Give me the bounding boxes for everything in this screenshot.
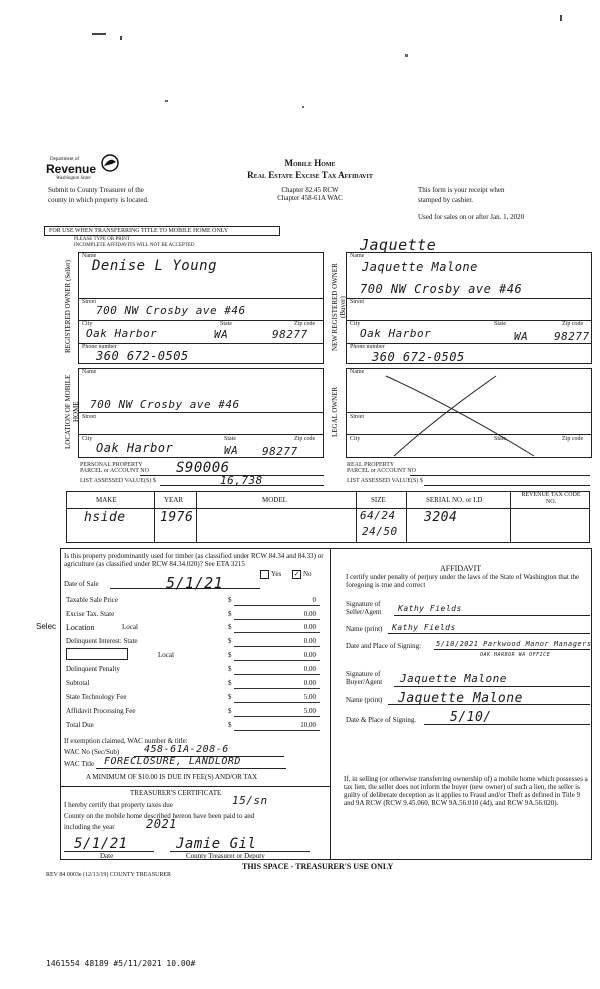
chapter-2: Chapter 458-61A WAC	[277, 194, 343, 202]
buyer-signature: Jaquette Malone	[400, 672, 507, 685]
buyer-state: WA	[514, 330, 529, 343]
buyer-city-label: City	[350, 321, 361, 327]
home-serial: 3204	[424, 510, 458, 525]
fee-value: 0.00	[303, 665, 316, 673]
buyer-name-label: Name	[350, 253, 365, 259]
rule	[346, 298, 592, 299]
rule	[78, 412, 324, 413]
fee-label: Affidavit Processing Fee	[66, 707, 136, 715]
tax-lien-warning: If, in selling (or otherwise transferring ownership of) a mobile home which possesses a tax lien, the seller does not inform the buyer (new owner) of such a lien, the seller is guilty of deliberate deception as it applies to Fraud and/or Theft as defined in Title 9 and 9A RCW (RCW 9.45.060, RCW 9A.56.010 (4d), and RCW 9A.56.020).	[344, 775, 588, 807]
rule	[346, 320, 592, 321]
treasurer-date-label: Date	[100, 852, 114, 860]
real-parcel-label: PARCEL or ACCOUNT NO	[347, 468, 416, 474]
location-label: LOCATION OF MOBILE HOME	[64, 374, 80, 450]
location-street-label: Street	[82, 414, 96, 420]
fee-row	[66, 693, 324, 704]
dept-line1: Department of	[50, 157, 80, 162]
scan-speck	[560, 15, 562, 21]
legal-owner-label: LEGAL OWNER	[331, 386, 339, 438]
yes-label: Yes	[271, 570, 282, 578]
treasurer-sig-label: County Treasurer or Deputy	[186, 852, 265, 860]
seller-name-label: Name	[82, 253, 97, 259]
personal-property-label: PERSONAL PROPERTY	[80, 462, 143, 468]
rule	[110, 588, 260, 589]
legal-state-label: State	[494, 436, 506, 442]
treasurer-date: 5/1/21	[74, 836, 128, 852]
rule	[60, 786, 330, 787]
revenue-tax-code-header: REVENUE TAX CODE NO.	[521, 492, 581, 505]
seller-sig-label: Signature of Seller/Agent	[346, 600, 382, 616]
exemption-label: If exemption claimed, WAC number & title:	[64, 737, 188, 745]
submit-line2: county in which property is located.	[48, 196, 149, 204]
rule	[196, 491, 197, 543]
seller-place: OAK HARBOR WA OFFICE	[480, 652, 551, 658]
rule	[78, 434, 324, 435]
date-of-sale: 5/1/21	[166, 574, 224, 592]
dollar-sign: $	[228, 693, 232, 701]
rule	[154, 491, 155, 543]
rule	[66, 508, 590, 509]
receipt-line2: stamped by cashier.	[418, 196, 474, 204]
treasurer-line2: County on the mobile home described hereon have been paid to and	[64, 812, 255, 820]
location-field-label: Location	[66, 623, 95, 632]
location-street-value: 700 NW Crosby ave #46	[90, 398, 240, 411]
rule	[78, 320, 324, 321]
legal-street-label: Street	[350, 414, 364, 420]
yes-checkbox[interactable]	[260, 570, 269, 579]
recording-stamp: 1461554 48189 #5/11/2021 10.00#	[46, 959, 196, 968]
assessed-label: LIST ASSESSED VALUE(S) $	[80, 478, 156, 484]
legal-zip-label: Zip code	[562, 436, 584, 442]
margin-note: Selec	[36, 622, 57, 631]
seller-street-label: Street	[82, 299, 96, 305]
fee-row	[66, 610, 324, 621]
fee-rule	[234, 716, 320, 717]
fee-row	[66, 623, 324, 634]
dollar-sign: $	[228, 610, 232, 618]
rule	[160, 485, 324, 486]
seller-state-label: State	[220, 321, 232, 327]
buyer-heading: Jaquette	[360, 236, 437, 254]
new-registered-owner-label: NEW REGISTERED OWNER (Buyer)	[331, 263, 347, 351]
size-header: SIZE	[371, 496, 386, 504]
dollar-sign: $	[228, 707, 232, 715]
seller-date-place: 5/10/2021 Parkwood Manor Managers	[436, 640, 592, 648]
fee-value: 5.00	[303, 693, 316, 701]
scan-speck	[165, 100, 168, 102]
buyer-name: Jaquette Malone	[362, 260, 478, 274]
seller-signature: Kathy Fields	[398, 604, 462, 613]
form-title	[215, 158, 405, 202]
seller-street: 700 NW Crosby ave #46	[96, 304, 246, 317]
home-make: hside	[84, 510, 126, 525]
seller-phone-label: Phone number	[82, 344, 117, 350]
buyer-print-name: Jaquette Malone	[398, 691, 523, 706]
seller-print-name: Kathy Fields	[392, 623, 456, 632]
dollar-sign: $	[228, 596, 232, 604]
fee-row	[66, 721, 324, 732]
buyer-phone-label: Phone number	[350, 344, 385, 350]
fee-label: Delinquent Penalty	[66, 665, 120, 673]
scan-speck	[405, 54, 408, 57]
fee-value: 10.00	[300, 721, 316, 729]
treasurer-cert-title: TREASURER'S CERTIFICATE	[130, 789, 222, 797]
receipt-line1: This form is your receipt when	[418, 186, 505, 194]
year-header: YEAR	[164, 496, 184, 504]
revenue-logo-icon	[100, 154, 120, 172]
fee-value: 0.00	[303, 623, 316, 631]
form-title-line2: Real Estate Excise Tax Affidavit	[247, 170, 373, 180]
fee-row	[66, 679, 324, 690]
fee-rule	[234, 702, 320, 703]
fee-label: Subtotal	[66, 679, 90, 687]
location-state: WA	[224, 444, 239, 457]
dollar-sign: $	[228, 651, 232, 659]
chapter-1: Chapter 82.45 RCW	[281, 186, 339, 194]
form-title-line1: Mobile Home	[284, 158, 336, 168]
dollar-sign: $	[228, 721, 232, 729]
buyer-date-label: Date & Place of Signing.	[346, 716, 417, 724]
treasurer-signature: Jamie Gil	[176, 836, 257, 852]
affidavit-text: I certify under penalty of perjury under the laws of the State of Washington that the foregoing is true and correct	[346, 573, 580, 589]
rule	[410, 475, 590, 476]
real-assessed-label: LIST ASSESSED VALUE(S) $	[347, 478, 423, 484]
fee-rule	[234, 660, 320, 661]
fee-row	[66, 651, 324, 662]
seller-print-label: Name (print)	[346, 625, 383, 633]
buyer-street-label: Street	[350, 299, 364, 305]
seller-name: Denise L Young	[92, 258, 218, 274]
location-city: Oak Harbor	[96, 441, 174, 455]
seller-date-label: Date and Place of Signing:	[346, 642, 422, 650]
for-use-banner	[44, 226, 280, 236]
rule	[394, 686, 590, 687]
rule	[424, 485, 590, 486]
dollar-sign: $	[228, 665, 232, 673]
fee-row	[66, 707, 324, 718]
fee-rule	[234, 632, 320, 633]
buyer-street: 700 NW Crosby ave #46	[360, 282, 523, 296]
home-table	[66, 491, 590, 543]
buyer-state-label: State	[494, 321, 506, 327]
location-city-label: City	[82, 436, 93, 442]
buyer-city: Oak Harbor	[360, 327, 432, 340]
incomplete-note: INCOMPLETE AFFIDAVITS WILL NOT BE ACCEPTED	[74, 243, 195, 248]
rule	[96, 768, 286, 769]
fee-row	[66, 637, 324, 648]
rule	[510, 491, 511, 543]
seller-state: WA	[214, 328, 229, 341]
fee-label: Total Due	[66, 721, 94, 729]
fee-value: 0	[312, 596, 316, 604]
seller-city: Oak Harbor	[86, 327, 158, 340]
home-size-1: 64/24	[360, 509, 396, 522]
seller-zip: 98277	[272, 328, 308, 341]
fee-label: Taxable Sale Price	[66, 596, 118, 604]
parcel-number: S90006	[176, 460, 230, 476]
fee-rule	[234, 605, 320, 606]
dept-name: Revenue	[46, 162, 97, 176]
rule	[424, 724, 590, 725]
fee-row	[66, 665, 324, 676]
legal-city-label: City	[350, 436, 361, 442]
fee-label: Delinquent Interest: State	[66, 637, 138, 645]
seller-city-label: City	[82, 321, 93, 327]
treasurer-line1: I hereby certify that property taxes due	[64, 801, 173, 809]
legal-owner-crossout	[346, 368, 592, 458]
location-zip: 98277	[262, 445, 298, 458]
wac-title-label: WAC Title	[64, 760, 95, 768]
seller-zip-label: Zip code	[294, 321, 316, 327]
scan-speck	[120, 36, 122, 40]
registered-owner-label: REGISTERED OWNER (Seller)	[64, 260, 72, 354]
please-type: PLEASE TYPE OR PRINT	[74, 237, 130, 242]
treasurer-paid-mark: 15/sn	[232, 794, 268, 807]
fee-rule	[234, 646, 320, 647]
fee-label: Local	[122, 623, 138, 631]
date-of-sale-label: Date of Sale	[64, 580, 99, 588]
fee-value: 0.00	[303, 679, 316, 687]
rule	[356, 491, 357, 543]
fee-value: 0.00	[303, 610, 316, 618]
fee-value: 0.00	[303, 637, 316, 645]
rev-form-number: REV 84 0003e (12/13/19) COUNTY TREASURER	[46, 872, 172, 878]
rule	[78, 298, 324, 299]
make-header: MAKE	[96, 496, 117, 504]
minimum-due: A MINIMUM OF $10.00 IS DUE IN FEE(S) AND/OR TAX	[86, 773, 258, 781]
buyer-zip: 98277	[554, 330, 590, 343]
dollar-sign: $	[228, 623, 232, 631]
rule	[406, 491, 407, 543]
wac-no: 458-61A-208-6	[144, 744, 229, 755]
rule	[434, 649, 590, 650]
treasurer-line3: including the year	[64, 823, 115, 831]
affidavit-title: AFFIDAVIT	[440, 564, 482, 573]
treasurer-year: 2021	[146, 817, 177, 831]
location-name-label: Name	[82, 369, 97, 375]
buyer-sig-label: Signature of Buyer/Agent	[346, 670, 383, 686]
buyer-date: 5/10/	[450, 710, 492, 725]
assessed-value: 16,738	[220, 474, 263, 487]
dollar-sign: $	[228, 637, 232, 645]
fee-rule	[234, 688, 320, 689]
fee-rule	[234, 619, 320, 620]
no-checkbox[interactable]: ✓	[293, 570, 300, 578]
model-header: MODEL	[262, 496, 287, 504]
buyer-zip-label: Zip code	[562, 321, 584, 327]
rule	[394, 615, 590, 616]
rule	[388, 633, 590, 634]
location-zip-label: Zip code	[294, 436, 316, 442]
dept-state: Washington State	[56, 176, 91, 181]
serial-header: SERIAL NO. or I.D	[426, 496, 483, 504]
fee-label: State Technology Fee	[66, 693, 127, 701]
fee-label: Local	[158, 651, 174, 659]
scan-speck	[92, 33, 106, 35]
fee-rule	[234, 674, 320, 675]
seller-phone: 360 672-0505	[96, 349, 189, 363]
treasurer-use-only: THIS SPACE - TREASURER'S USE ONLY	[242, 862, 394, 871]
timber-question: Is this property predominantly used for timber (as classified under RCW 84.34 and 84.33) or agriculture (as classified under RCW 84.34.020)? See ETA 3215	[64, 552, 324, 568]
home-size-2: 24/50	[362, 525, 398, 538]
parcel-label: PARCEL or ACCOUNT NO	[80, 468, 149, 474]
fee-value: 5.00	[303, 707, 316, 715]
fee-label: Excise Tax. State	[66, 610, 115, 618]
used-for: Used for sales on or after Jan. 1, 2020	[418, 213, 525, 221]
no-label: No	[303, 570, 312, 578]
for-use-text: FOR USE WHEN TRANSFERRING TITLE TO MOBILE HOME ONLY	[49, 228, 229, 234]
fee-row	[66, 596, 324, 607]
real-property-label: REAL PROPERTY	[347, 462, 395, 468]
legal-name-label: Name	[350, 369, 365, 375]
rule	[388, 704, 590, 705]
dor-logo	[46, 154, 136, 184]
wac-no-label: WAC No (Sec/Sub)	[64, 748, 120, 756]
wac-title: FORECLOSURE, LANDLORD	[104, 756, 241, 767]
fee-value: 0.00	[303, 651, 316, 659]
dollar-sign: $	[228, 679, 232, 687]
home-year: 1976	[160, 510, 194, 525]
location-state-label: State	[224, 436, 236, 442]
fee-rule	[234, 730, 320, 731]
buyer-phone: 360 672-0505	[372, 350, 465, 364]
scan-speck	[302, 106, 304, 108]
submit-line1: Submit to County Treasurer of the	[48, 186, 144, 194]
buyer-print-label: Name (print)	[346, 696, 383, 704]
rule	[330, 548, 331, 860]
